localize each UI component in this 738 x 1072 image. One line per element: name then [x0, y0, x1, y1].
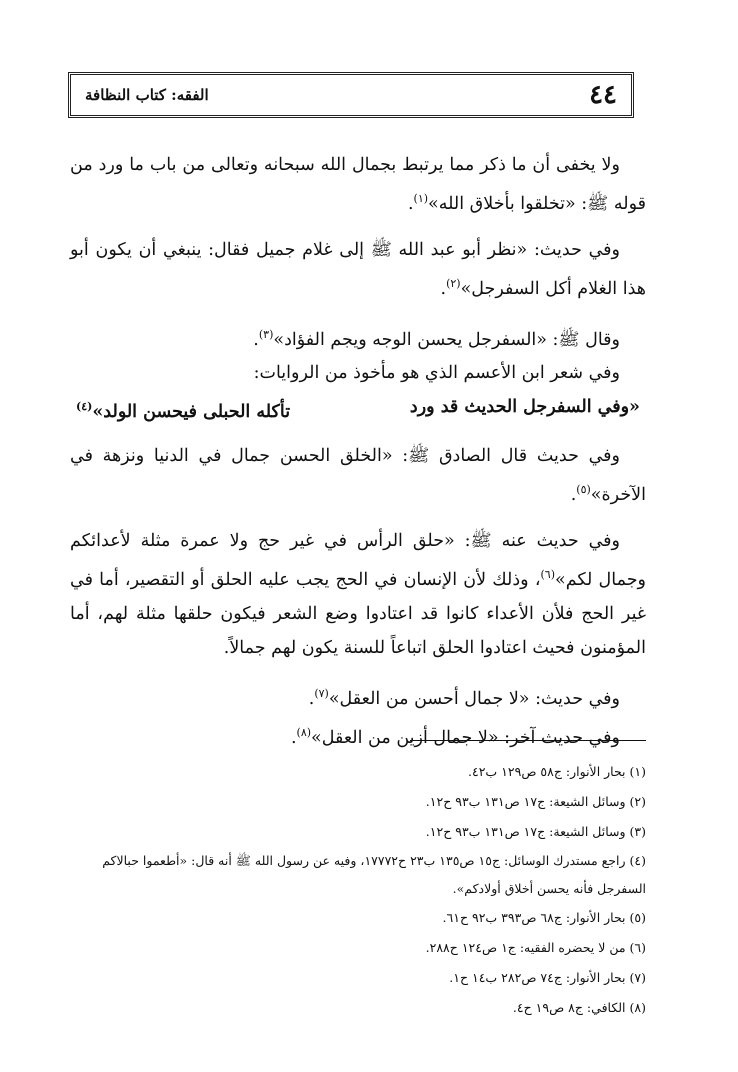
paragraph-text: وفي حديث: «لا جمال أحسن من العقل»	[328, 688, 620, 709]
paragraph-4	[70, 356, 646, 390]
poem-verse	[70, 390, 646, 429]
page-number: ٤٤	[589, 80, 617, 110]
page-header	[68, 72, 634, 118]
footnote-8: (٨) الكافي: ج٨ ص١٩ ح٤.	[512, 1000, 646, 1015]
footnotes	[70, 757, 646, 1023]
footnote-7: (٧) بحار الأنوار: ج٧٤ ص٢٨٢ ب١٤ ح١.	[449, 970, 646, 985]
paragraph-text: ولا يخفى أن ما ذكر مما يرتبط بجمال الله سبحانه وتعالى من باب ما ورد من قوله ﷺ: «تخلقوا بأخلاق الله»	[70, 155, 646, 214]
paragraph-5: وفي حديث قال الصادق ﷺ: «الخلق الحسن جمال في الدنيا ونزهة في الآخرة»$^{(٥)}$.	[70, 446, 646, 506]
main-text	[70, 148, 646, 755]
paragraph-1: ولا يخفى أن ما ذكر مما يرتبط بجمال الله سبحانه وتعالى من باب ما ورد من قوله ﷺ: «تخلقوا بأخلاق الله»$^{(١)}$.	[70, 155, 646, 214]
paragraph-text: وفي حديث قال الصادق ﷺ: «الخلق الحسن جمال في الدنيا ونزهة في الآخرة»	[70, 446, 646, 506]
footnote-4: (٤) راجع مستدرك الوسائل: ج١٥ ص١٣٥ ب٢٣ ح١٧٧٧٢، وفيه عن رسول الله ﷺ أنه قال: «أطعموا حبالاكم السفرجل فأنه يحسن أخلاق أولادكم».	[102, 853, 646, 896]
footnote-3: (٣) وسائل الشيعة: ج١٧ ص١٣١ ب٩٣ ح١٢.	[425, 824, 646, 839]
paragraph-3: وقال ﷺ: «السفرجل يحسن الوجه ويجم الفؤاد»$^{(٣)}$.	[253, 327, 620, 350]
footnote-ref: (٤)	[76, 400, 93, 414]
paragraph-2: وفي حديث: «نظر أبو عبد الله ﷺ إلى غلام جميل فقال: ينبغي أن يكون أبو هذا الغلام أكل السفرجل»$^{(٢)}$.	[70, 239, 646, 299]
footnote-6: (٦) من لا يحضره الفقيه: ج١ ص١٢٤ ح٢٨٨.	[425, 940, 646, 955]
footnote-ref: (٢)	[446, 276, 461, 290]
paragraph-text: وفي حديث عنه ﷺ: «حلق الرأس في غير حج ولا عمرة مثلة لأعدائكم وجمال لكم»	[70, 531, 646, 590]
paragraph-6	[70, 524, 646, 665]
footnote-ref: (١)	[413, 192, 429, 205]
paragraph-text-continued: ، وذلك لأن الإنسان في الحج يجب عليه الحلق أو التقصير، أما في غير الحج فلأن الأعداء كانوا قد اعتادوا وضع الشعر فيكون حلقها مثلة لهم، أما المؤمنون فحيث اعتادوا الحلق اتباعاً للسنة يكون لهم جمالاً.	[70, 569, 646, 658]
footnote-ref: (٨)	[296, 725, 312, 739]
footnote-2: (٢) وسائل الشيعة: ج١٧ ص١٣١ ب٩٣ ح١٢.	[425, 794, 646, 809]
verse-second-half-text: تأكله الحبلى فيحسن الولد»	[92, 402, 291, 423]
footnote-5: (٥) بحار الأنوار: ج٦٨ ص٣٩٣ ب٩٢ ح٦١.	[442, 910, 646, 925]
footnote-ref: (٣)	[258, 327, 274, 341]
footnote-ref: (٥)	[576, 483, 591, 497]
footnote-separator	[410, 740, 646, 741]
paragraph-text: وفي شعر ابن الأعسم الذي هو مأخوذ من الروايات:	[253, 363, 620, 384]
paragraph-text: وقال ﷺ: «السفرجل يحسن الوجه ويجم الفؤاد»	[273, 329, 620, 350]
paragraph-text: وفي حديث آخر: «لا جمال أزين من العقل»	[311, 727, 620, 748]
footnote-1: (١) بحار الأنوار: ج٥٨ ص١٢٩ ب٤٢.	[468, 764, 646, 779]
book-title: الفقه: كتاب النظافة	[85, 86, 209, 104]
paragraph-8: وفي حديث آخر: «لا جمال أزين من العقل»$^{(٨)}$.	[290, 725, 620, 748]
footnote-ref: (٦)	[540, 568, 555, 582]
verse-second-half	[76, 390, 290, 429]
paragraph-text: وفي حديث: «نظر أبو عبد الله ﷺ إلى غلام جميل فقال: ينبغي أن يكون أبو هذا الغلام أكل السفرجل»	[70, 239, 646, 299]
footnote-ref: (٧)	[314, 686, 329, 700]
verse-first-half: «وفي السفرجل الحديث قد ورد	[409, 397, 640, 418]
paragraph-7: وفي حديث: «لا جمال أحسن من العقل»$^{(٧)}$.	[308, 686, 620, 709]
